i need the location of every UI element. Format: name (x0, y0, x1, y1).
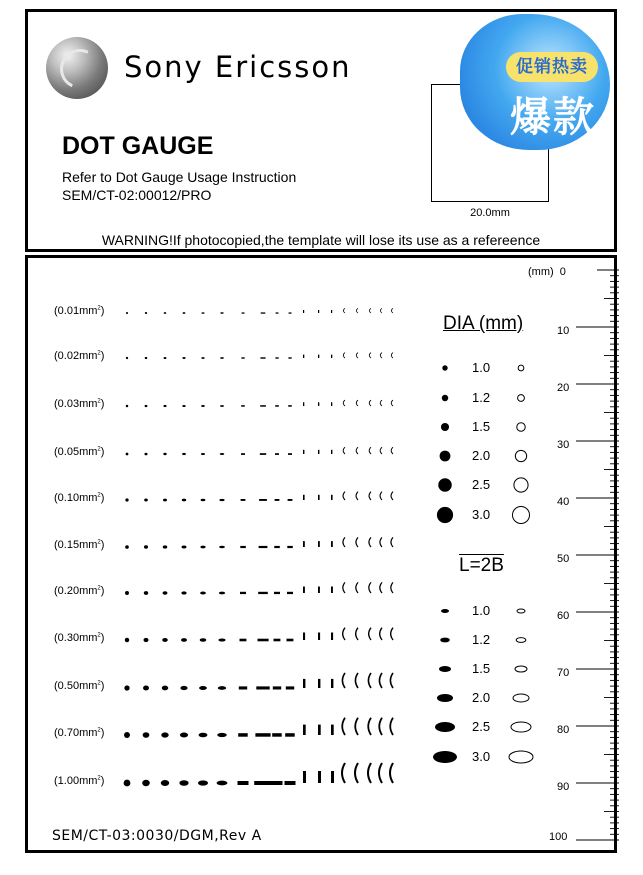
dia-value-5: 3.0 (472, 507, 491, 522)
badge-big-text: 爆款 (510, 94, 596, 140)
scale-label: 20.0mm (470, 207, 510, 219)
row-label-1: $(0.02mm^2)$ (54, 350, 105, 362)
ref-line-2: SEM/CT-02:00012/PRO (62, 187, 212, 203)
l-value-0: 1.0 (472, 603, 491, 618)
ruler-number-60: 60 (557, 610, 570, 622)
l-value-4: 2.5 (472, 719, 491, 734)
dia-value-0: 1.0 (472, 360, 491, 375)
ruler-unit-label: (mm) 0 (528, 266, 566, 278)
ruler-number-10: 10 (557, 325, 570, 337)
row-label-4: $(0.10mm^2)$ (54, 492, 105, 504)
ruler-number-30: 30 (557, 439, 570, 451)
ruler-number-20: 20 (557, 382, 570, 394)
l-value-3: 2.0 (472, 690, 491, 705)
row-label-9: $(0.70mm^2)$ (54, 727, 105, 739)
dia-value-3: 2.0 (472, 448, 491, 463)
row-label-3: $(0.05mm^2)$ (54, 446, 105, 458)
dia-value-2: 1.5 (472, 419, 491, 434)
row-label-6: $(0.20mm^2)$ (54, 585, 105, 597)
ruler-number-70: 70 (557, 667, 570, 679)
badge-pill-text: 促销热卖 (506, 52, 598, 82)
ruler-number-50: 50 (557, 553, 570, 565)
warning-text: WARNING!If photocopied,the template will lose its use as a refereence (101, 232, 541, 248)
page-title: DOT GAUGE (62, 132, 214, 160)
l-value-1: 1.2 (472, 632, 491, 647)
row-label-8: $(0.50mm^2)$ (54, 680, 105, 692)
row-label-2: $(0.03mm^2)$ (54, 398, 105, 410)
row-label-0: $(0.01mm^2)$ (54, 305, 105, 317)
brand-name: Sony Ericsson (124, 50, 352, 84)
row-label-7: $(0.30mm^2)$ (54, 632, 105, 644)
ruler-number-90: 90 (557, 781, 570, 793)
ref-line-1: Refer to Dot Gauge Usage Instruction (62, 169, 297, 185)
row-label-10: $(1.00mm^2)$ (54, 775, 105, 787)
dia-value-4: 2.5 (472, 477, 491, 492)
row-label-5: $(0.15mm^2)$ (54, 539, 105, 551)
footer-code: SEM/CT-03:0030/DGM,Rev A (52, 828, 262, 844)
dia-value-1: 1.2 (472, 390, 491, 405)
ruler-number-100: 100 (549, 831, 568, 843)
l-value-2: 1.5 (472, 661, 491, 676)
ruler-number-40: 40 (557, 496, 570, 508)
l-value-5: 3.0 (472, 749, 491, 764)
l-title: L=2B (459, 555, 504, 576)
dia-title: DIA (mm) (443, 313, 524, 334)
ruler-number-80: 80 (557, 724, 570, 736)
